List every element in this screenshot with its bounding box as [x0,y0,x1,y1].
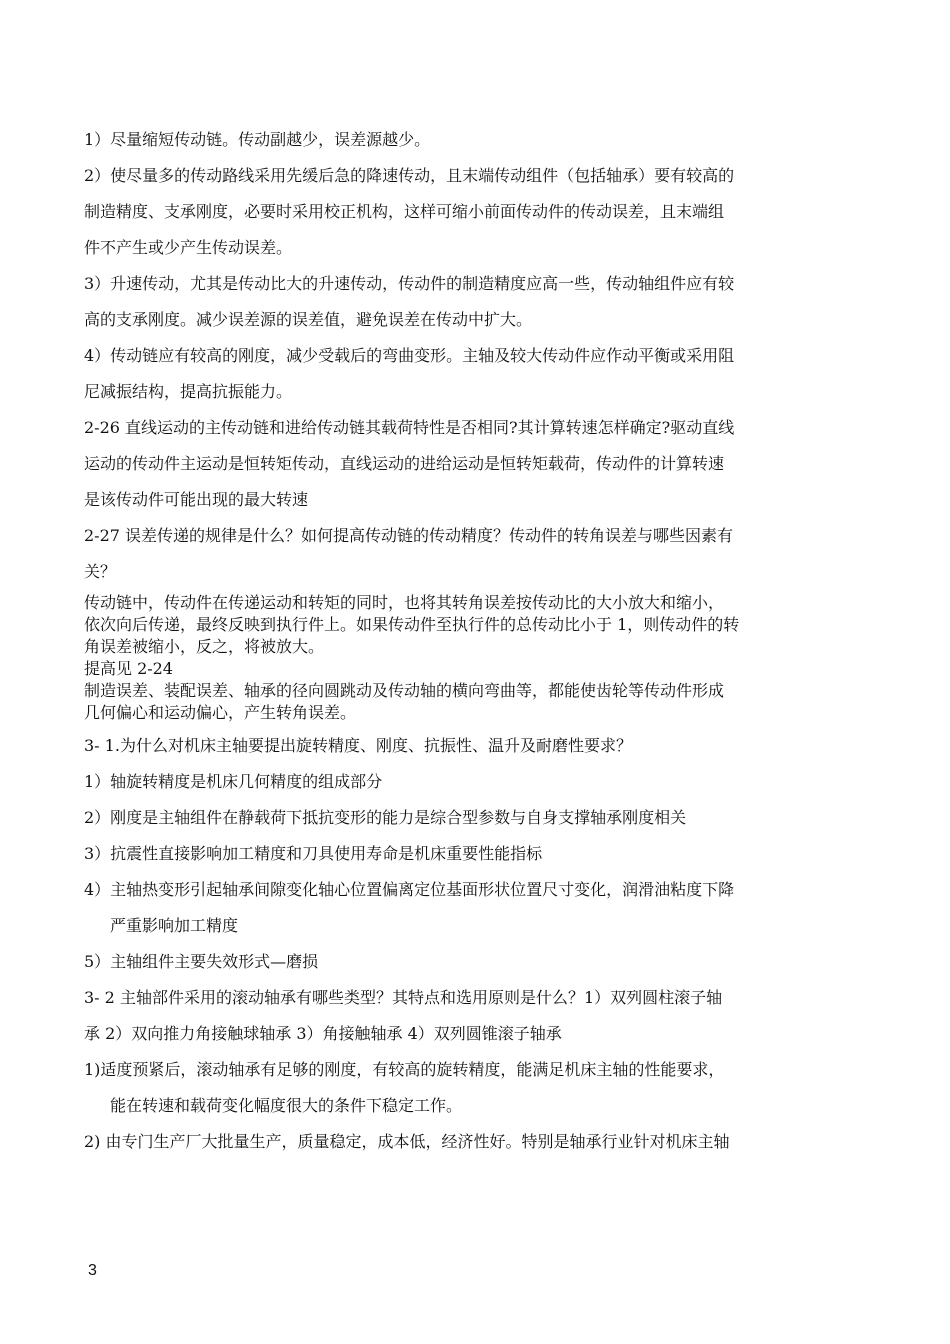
page-number: 3 [88,1262,97,1279]
text-line: 尼减振结构，提高抗振能力。 [84,382,293,401]
dense-text-block [84,592,868,724]
text-line: 2）刚度是主轴组件在静载荷下抵抗变形的能力是综合型参数与自身支撑轴承刚度相关 [84,808,687,827]
text-line: 制造误差、装配误差、轴承的径向圆跳动及传动轴的横向弯曲等，都能使齿轮等传动件形成 [84,681,725,700]
text-line: 提高见 2-24 [84,659,174,678]
text-line: 是该传动件可能出现的最大转速 [84,490,309,509]
text-line: 3- 1.为什么对机床主轴要提出旋转精度、刚度、抗振性、温升及耐磨性要求？ [84,736,632,755]
text-line: 3- 2 主轴部件采用的滚动轴承有哪些类型？其特点和选用原则是什么？1）双列圆柱滚子轴 [84,988,723,1007]
text-line: 5）主轴组件主要失效形式—磨损 [84,952,319,971]
text-line: 1）轴旋转精度是机床几何精度的组成部分 [84,772,383,791]
text-line: 制造精度、支承刚度，必要时采用校正机构，这样可缩小前面传动件的传动误差，且末端组 [84,202,725,221]
text-line: 依次向后传递，最终反映到执行件上。如果传动件至执行件的总传动比小于 1，则传动件的转 [84,615,740,634]
text-line: 1）尽量缩短传动链。传动副越少，误差源越少。 [84,130,431,149]
text-line: 件不产生或少产生传动误差。 [84,238,293,257]
text-line: 传动链中，传动件在传递运动和转矩的同时，也将其转角误差按传动比的大小放大和缩小， [84,593,725,612]
text-line: 2) 由专门生产厂大批量生产，质量稳定，成本低，经济性好。特别是轴承行业针对机床主轴 [84,1132,730,1151]
text-line: 4）主轴热变形引起轴承间隙变化轴心位置偏离定位基面形状位置尺寸变化，润滑油粘度下降 [84,880,735,899]
text-line: 严重影响加工精度 [110,916,239,935]
text-line: 能在转速和载荷变化幅度很大的条件下稳定工作。 [110,1096,463,1115]
text-line: 3）抗震性直接影响加工精度和刀具使用寿命是机床重要性能指标 [84,844,543,863]
text-line: 2）使尽量多的传动路线采用先缓后急的降速传动，且末端传动组件（包括轴承）要有较高的 [84,166,735,185]
text-line: 高的支承刚度。减少误差源的误差值，避免误差在传动中扩大。 [84,310,533,329]
text-line: 角误差被缩小，反之，将被放大。 [84,637,325,656]
page-content [84,122,868,1160]
text-line: 4）传动链应有较高的刚度，减少受载后的弯曲变形。主轴及较大传动件应作动平衡或采用阻 [84,346,735,365]
text-line: 2-26 直线运动的主传动链和进给传动链其载荷特性是否相同?其计算转速怎样确定?驱动直线 [84,418,735,437]
text-line: 几何偏心和运动偏心，产生转角误差。 [84,703,357,722]
text-line: 运动的传动件主运动是恒转矩传动，直线运动的进给运动是恒转矩载荷，传动件的计算转速 [84,454,725,473]
text-line: 1)适度预紧后，滚动轴承有足够的刚度，有较高的旋转精度，能满足机床主轴的性能要求， [84,1060,725,1079]
text-line: 关？ [84,562,117,581]
text-line: 3）升速传动，尤其是传动比大的升速传动，传动件的制造精度应高一些，传动轴组件应有较 [84,274,735,293]
paragraph-group-1 [84,122,868,590]
paragraph-group-2 [84,728,868,1160]
text-line: 2-27 误差传递的规律是什么？如何提高传动链的传动精度？传动件的转角误差与哪些因素有 [84,526,734,545]
text-line: 承 2）双向推力角接触球轴承 3）角接触轴承 4）双列圆锥滚子轴承 [84,1024,562,1043]
